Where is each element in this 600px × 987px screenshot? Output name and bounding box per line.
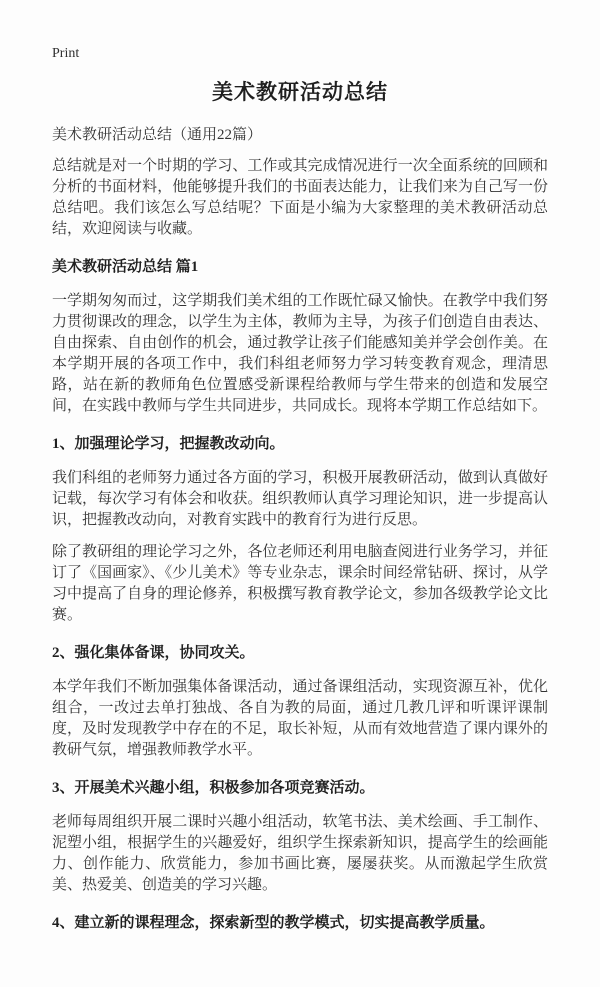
section-heading-4: 4、建立新的课程理念，探索新型的教学模式，切实提高教学质量。 xyxy=(52,915,495,931)
page-title: 美术教研活动总结 xyxy=(212,80,388,104)
print-button[interactable]: Print xyxy=(52,46,80,61)
document-subtitle: 美术教研活动总结（通用22篇） xyxy=(52,127,263,143)
section-heading-part1: 美术教研活动总结 篇1 xyxy=(52,259,199,275)
paragraph: 我们科组的老师努力通过各方面的学习，积极开展教研活动，做到认真做好记载，每次学习有体会和收获。组织教师认真学习理论知识，进一步提高认识，把握教改动向，对教育实践中的教育行为进行反思。 xyxy=(52,470,548,528)
paragraph: 本学年我们不断加强集体备课活动，通过备课组活动，实现资源互补，优化组合，一改过去单打独战、各自为教的局面，通过几教几评和听课评课制度，及时发现教学中存在的不足，取长补短，从而有效地营造了课内课外的教研气氛，增强教师教学水平。 xyxy=(52,679,548,758)
section-heading-2: 2、强化集体备课，协同攻关。 xyxy=(52,645,255,661)
paragraph: 老师每周组织开展二课时兴趣小组活动，软笔书法、美术绘画、手工制作、泥塑小组，根据学生的兴趣爱好，组织学生探索新知识，提高学生的绘画能力、创作能力、欣赏能力，参加书画比赛，屡屡获奖。从而激起学生欣赏美、热爱美、创造美的学习兴趣。 xyxy=(52,814,548,893)
paragraph: 一学期匆匆而过，这学期我们美术组的工作既忙碌又愉快。在教学中我们努力贯彻课改的理念，以学生为主体，教师为主导，为孩子们创造自由表达、自由探索、自由创作的机会，通过教学让孩子们能感知美并学会创作美。在本学期开展的各项工作中，我们科组老师努力学习转变教育观念，理清思路，站在新的教师角色位置感受新课程给教师与学生带来的创造和发展空间，在实践中教师与学生共同进步，共同成长。现将本学期工作总结如下。 xyxy=(52,293,548,414)
section-heading-3: 3、开展美术兴趣小组，积极参加各项竞赛活动。 xyxy=(52,780,375,796)
section-heading-1: 1、加强理论学习，把握教改动向。 xyxy=(52,436,285,452)
document-body xyxy=(52,156,548,934)
intro-paragraph: 总结就是对一个时期的学习、工作或其完成情况进行一次全面系统的回顾和分析的书面材料，他能够提升我们的书面表达能力，让我们来为自己写一份总结吧。我们该怎么写总结呢？下面是小编为大家整理的美术教研活动总结，欢迎阅读与收藏。 xyxy=(52,158,548,237)
paragraph: 除了教研组的理论学习之外，各位老师还利用电脑查阅进行业务学习，并征订了《国画家》、《少儿美术》等专业杂志，课余时间经常钻研、探讨，从学习中提高了自身的理论修养，积极撰写教育教学论文，参加各级教学论文比赛。 xyxy=(52,544,548,623)
